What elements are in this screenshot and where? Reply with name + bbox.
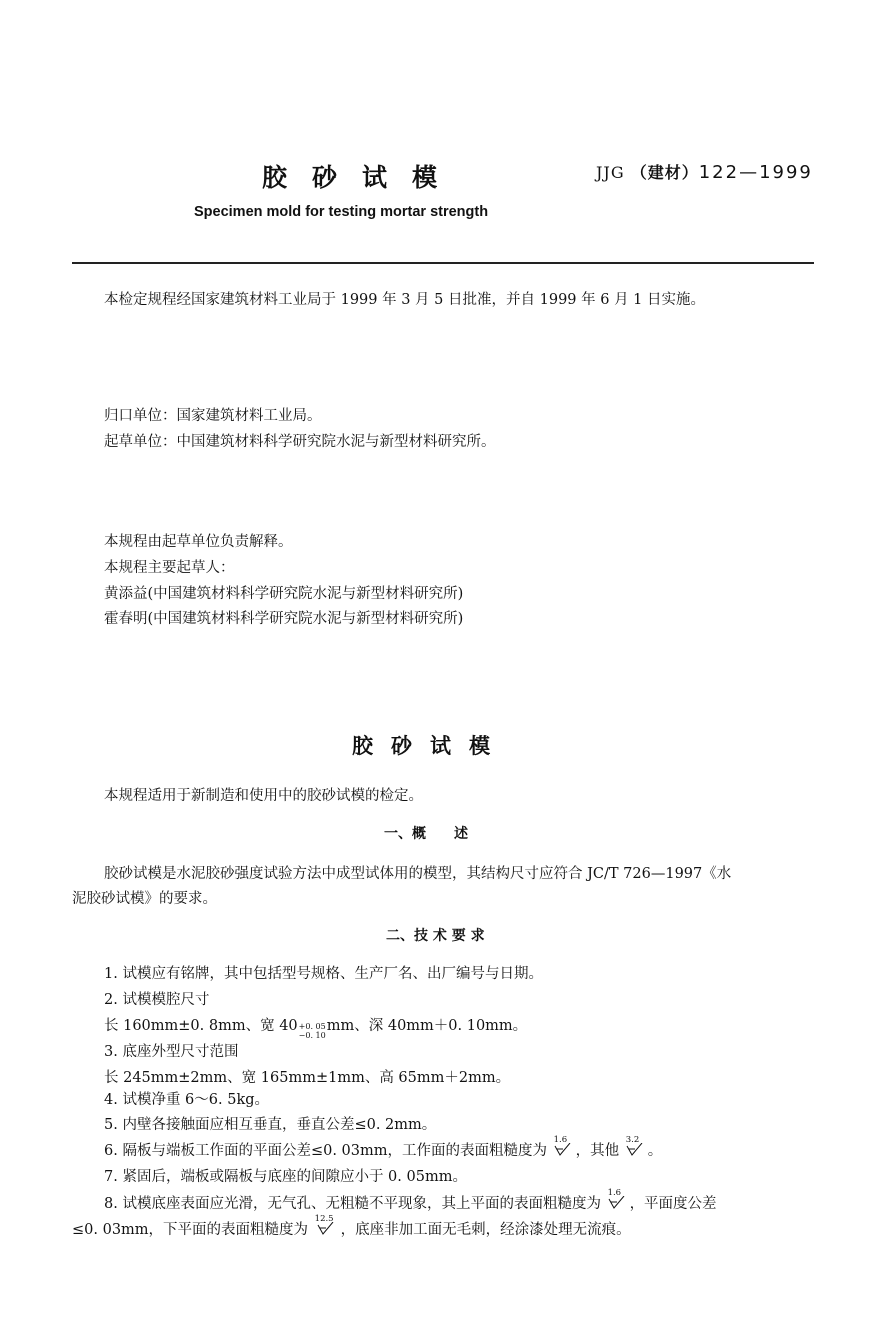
tolerance-upper: +0. 05 [298,1022,326,1031]
requirement-5: 5. 内壁各接触面应相互垂直，垂直公差≤0. 2mm。 [104,1117,437,1133]
english-title: Specimen mold for testing mortar strength [194,204,489,220]
req8-text-a: 8. 试模底座表面应光滑，无气孔、无粗糙不平现象，其上平面的表面粗糙度为 [104,1196,601,1212]
requirement-6 [104,1135,663,1160]
roughness-symbol [314,1214,339,1236]
drafter-1: 黄添益(中国建筑材料科学研究院水泥与新型材料研究所) [104,586,464,602]
req8-text-d: ，底座非加工面无毛刺，经涂漆处理无流痕。 [340,1222,631,1238]
code-org: （建材） [630,163,699,182]
body-title: 胶砂试模 [352,733,508,758]
overview-line-1: 胶砂试模是水泥胶砂强度试验方法中成型试体用的模型，其结构尺寸应符合 JC/T 726—1997《水 [104,866,732,882]
roughness-value: 3.2 [625,1135,640,1145]
roughness-check-icon [315,1222,335,1236]
requirement-8-line-1 [104,1188,717,1213]
width-tolerance [299,1022,326,1040]
requirement-7: 7. 紧固后，端板或隔板与底座的间隙应小于 0. 05mm。 [104,1169,467,1185]
req6-text-c: 。 [647,1143,663,1159]
roughness-value: 12.5 [314,1214,334,1224]
section-requirements-title: 二、技 术 要 求 [386,928,485,944]
roughness-value: 1.6 [553,1135,568,1145]
section-overview-title: 一、概 述 [384,826,468,842]
req6-text-b: ，其他 [575,1143,620,1159]
drafting-unit: 起草单位：中国建筑材料科学研究院水泥与新型材料研究所。 [104,434,496,450]
requirement-2: 2. 试模模腔尺寸 [104,992,210,1008]
roughness-value: 1.6 [607,1188,622,1198]
drafter-2: 霍春明(中国建筑材料科学研究院水泥与新型材料研究所) [104,611,464,627]
scope-statement: 本规程适用于新制造和使用中的胶砂试模的检定。 [104,788,423,804]
req8-text-b: ，平面度公差 [629,1196,717,1212]
tolerance-lower: −0. 10 [298,1031,326,1040]
interpretation-note: 本规程由起草单位负责解释。 [104,534,293,550]
approval-statement: 本检定规程经国家建筑材料工业局于 1999 年 3 月 5 日批准，并自 1999 年 6 月 1 日实施。 [104,292,706,308]
roughness-check-icon [608,1196,626,1210]
req2-text-b: mm、深 40mm＋0. 10mm。 [326,1018,528,1034]
requirement-2-dimensions [104,1014,527,1040]
roughness-symbol [553,1135,574,1157]
overview-line-2: 泥胶砂试模》的要求。 [72,891,217,907]
code-prefix: JJG [596,163,625,182]
req2-text-a: 长 160mm±0. 8mm、宽 40 [104,1018,298,1034]
standard-code [596,160,813,183]
roughness-symbol [607,1188,628,1210]
document-title: 胶砂试模 [262,163,463,192]
header-divider [72,262,814,264]
req6-text-a: 6. 隔板与端板工作面的平面公差≤0. 03mm，工作面的表面粗糙度为 [104,1143,547,1159]
roughness-check-icon [626,1143,644,1157]
main-drafters-label: 本规程主要起草人： [104,560,235,576]
requirement-8-line-2 [72,1214,631,1239]
requirement-3-dimensions: 长 245mm±2mm、宽 165mm±1mm、高 65mm＋2mm。 [104,1070,511,1086]
roughness-check-icon [554,1143,572,1157]
roughness-symbol [625,1135,646,1157]
code-number: 122—1999 [698,162,813,183]
requirement-3: 3. 底座外型尺寸范围 [104,1044,239,1060]
req8-text-c: ≤0. 03mm，下平面的表面粗糙度为 [72,1222,309,1238]
responsible-unit: 归口单位：国家建筑材料工业局。 [104,408,322,424]
requirement-1: 1. 试模应有铭牌，其中包括型号规格、生产厂名、出厂编号与日期。 [104,966,543,982]
requirement-4: 4. 试模净重 6～6. 5kg。 [104,1092,270,1108]
